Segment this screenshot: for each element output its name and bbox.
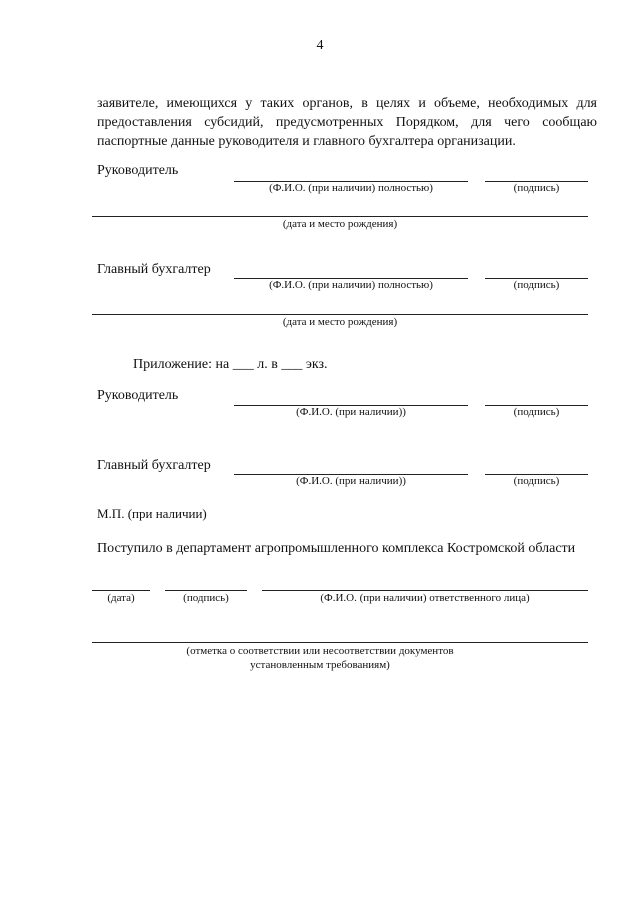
accountant-birth-line (92, 314, 588, 315)
head-label: Руководитель (97, 163, 179, 178)
received-name-caption: (Ф.И.О. (при наличии) ответственного лица) (320, 592, 530, 604)
accountant-birth-caption: (дата и место рождения) (282, 316, 398, 328)
accountant-label-2: Главный бухгалтер (97, 458, 211, 473)
accountant-name-caption-2: (Ф.И.О. (при наличии)) (296, 475, 406, 487)
received-date-line (92, 590, 150, 591)
head-birth-line (92, 216, 588, 217)
received-sign-caption: (подпись) (183, 592, 229, 604)
attachment-text: Приложение: на ___ л. в ___ экз. (133, 357, 328, 372)
accountant-name-caption: (Ф.И.О. (при наличии) полностью) (269, 279, 433, 291)
received-name-line (262, 590, 588, 591)
accountant-sign-caption-2: (подпись) (513, 475, 560, 487)
accountant-sign-caption: (подпись) (513, 279, 560, 291)
intro-paragraph: заявителе, имеющихся у таких органов, в целях и объеме, необходимых для предоставления субсидий, предусмотренных Порядком, для чего сообщаю паспортные данные руководителя и главного бухгалтера организации. (97, 96, 597, 149)
head-label-2: Руководитель (97, 388, 179, 403)
head-sign-caption: (подпись) (513, 182, 560, 194)
head-birth-caption: (дата и место рождения) (282, 218, 398, 230)
accountant-label: Главный бухгалтер (97, 262, 211, 277)
head-name-caption-2: (Ф.И.О. (при наличии)) (296, 406, 406, 418)
received-date-caption: (дата) (107, 592, 135, 604)
head-name-caption: (Ф.И.О. (при наличии) полностью) (269, 182, 433, 194)
mark-line (92, 642, 588, 643)
received-sign-line (165, 590, 247, 591)
head-sign-caption-2: (подпись) (513, 406, 560, 418)
page-number: 4 (316, 38, 324, 53)
mark-caption: (отметка о соответствии или несоответствии документов установленным требованиям) (186, 645, 454, 671)
stamp-text: М.П. (при наличии) (97, 506, 207, 521)
received-text: Поступило в департамент агропромышленного комплекса Костромской области (97, 541, 576, 556)
